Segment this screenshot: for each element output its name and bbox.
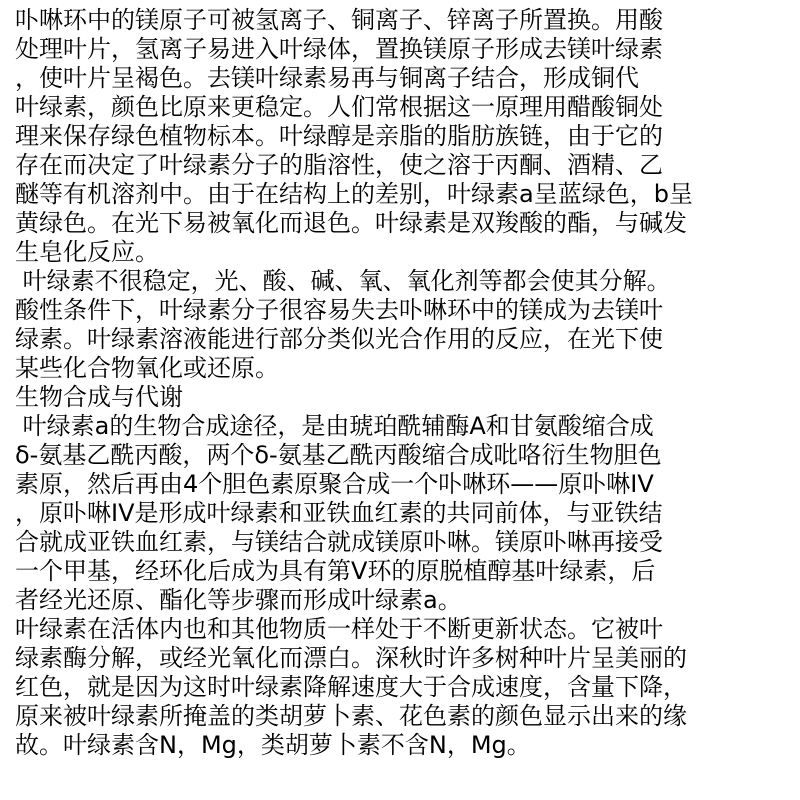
- text-line: 一个甲基，经环化后成为具有第Ⅴ环的原脱植醇基叶绿素，后: [15, 557, 656, 585]
- text-line: 黄绿色。在光下易被氧化而退色。叶绿素是双羧酸的酯，与碱发: [15, 209, 687, 237]
- text-line: 存在而决定了叶绿素分子的脂溶性，使之溶于丙酮、酒精、乙: [15, 151, 663, 179]
- text-line: 叶绿素不很稳定，光、酸、碱、氧、氧化剂等都会使其分解。: [15, 267, 671, 295]
- document-text: [15, 6, 795, 760]
- text-line: 原来被叶绿素所掩盖的类胡萝卜素、花色素的颜色显示出来的缘: [15, 702, 687, 730]
- text-line: 故。叶绿素含N，Mg，类胡萝卜素不含N，Mg。: [15, 731, 531, 759]
- text-line: 绿素。叶绿素溶液能进行部分类似光合作用的反应，在光下使: [15, 325, 663, 353]
- text-line: 叶绿素a的生物合成途径，是由琥珀酰辅酶A和甘氨酸缩合成: [15, 412, 654, 440]
- section-heading: 生物合成与代谢: [15, 383, 183, 411]
- text-line: 醚等有机溶剂中。由于在结构上的差别，叶绿素a呈蓝绿色，b呈: [15, 180, 693, 208]
- text-line: 绿素酶分解，或经光氧化而漂白。深秋时许多树种叶片呈美丽的: [15, 644, 687, 672]
- text-line: 卟啉环中的镁原子可被氢离子、铜离子、锌离子所置换。用酸: [15, 6, 663, 34]
- text-line: 生皂化反应。: [15, 238, 159, 266]
- text-line: 红色，就是因为这时叶绿素降解速度大于合成速度，含量下降，: [15, 673, 687, 701]
- text-line: 某些化合物氧化或还原。: [15, 354, 279, 382]
- text-line: 合就成亚铁血红素，与镁结合就成镁原卟啉。镁原卟啉再接受: [15, 528, 663, 556]
- text-line: 理来保存绿色植物标本。叶绿醇是亲脂的脂肪族链，由于它的: [15, 122, 663, 150]
- text-line: ，使叶片呈褐色。去镁叶绿素易再与铜离子结合，形成铜代: [15, 64, 639, 92]
- text-line: 者经光还原、酯化等步骤而形成叶绿素a。: [15, 586, 462, 614]
- text-line: ，原卟啉IV是形成叶绿素和亚铁血红素的共同前体，与亚铁结: [15, 499, 663, 527]
- text-line: δ-氨基乙酰丙酸，两个δ-氨基乙酰丙酸缩合成吡咯衍生物胆色: [15, 441, 662, 469]
- text-line: 素原，然后再由4个胆色素原聚合成一个卟啉环——原卟啉IV: [15, 470, 654, 498]
- text-line: 叶绿素在活体内也和其他物质一样处于不断更新状态。它被叶: [15, 615, 663, 643]
- text-line: 酸性条件下，叶绿素分子很容易失去卟啉环中的镁成为去镁叶: [15, 296, 663, 324]
- text-line: 处理叶片，氢离子易进入叶绿体，置换镁原子形成去镁叶绿素: [15, 35, 663, 63]
- text-line: 叶绿素，颜色比原来更稳定。人们常根据这一原理用醋酸铜处: [15, 93, 663, 121]
